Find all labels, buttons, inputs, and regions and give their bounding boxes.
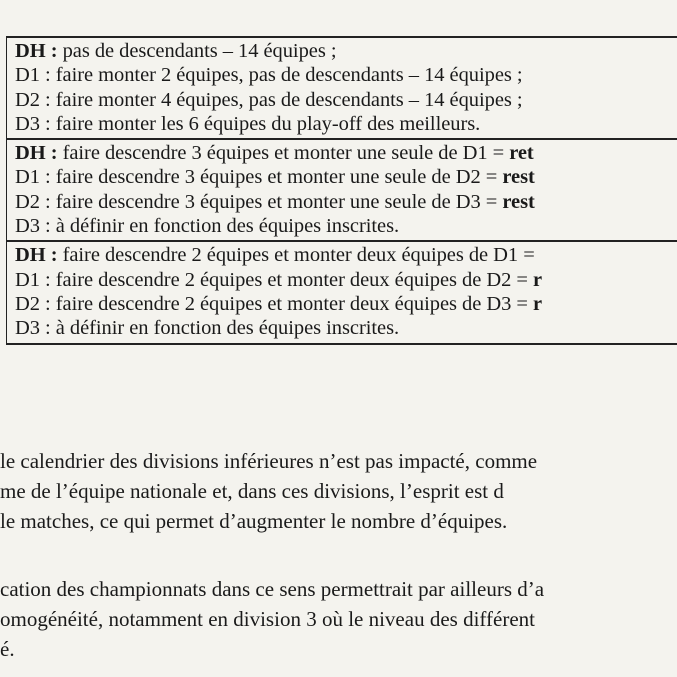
table-row [7,190,677,214]
row-text: D1 : faire descendre 3 équipes et monter une seule de D2 = [15,166,503,189]
row-text: D2 : faire descendre 3 équipes et monter une seule de D3 = [15,190,503,213]
division-rules-table [6,36,677,345]
paragraph-line: é. [0,637,15,661]
row-text: D2 : faire descendre 2 équipes et monter deux équipes de D3 = [15,292,533,315]
table-group [7,38,677,140]
table-row [7,316,677,340]
table-row [7,243,677,267]
table-row [7,165,677,189]
row-text: D2 : faire monter 4 équipes, pas de descendants – 14 équipes ; [15,88,523,111]
row-text: D3 : faire monter les 6 équipes du play-off des meilleurs. [15,112,481,135]
table-row [7,292,677,316]
row-result-fragment: rest [502,166,535,189]
paragraph-line: me de l’équipe nationale et, dans ces divisions, l’esprit est d [0,479,504,503]
paragraph-line: le calendrier des divisions inférieures n’est pas impacté, comme [0,449,538,473]
row-text: faire descendre 2 équipes et monter deux équipes de D1 = [57,244,535,267]
table-group [7,242,677,344]
paragraph-line: cation des championnats dans ce sens permettrait par ailleurs d’a [0,577,545,601]
table-row [7,39,677,63]
table-row [7,268,677,292]
row-text: D1 : faire monter 2 équipes, pas de descendants – 14 équipes ; [15,64,523,87]
row-text: D3 : à définir en fonction des équipes inscrites. [15,215,400,238]
row-text: D3 : à définir en fonction des équipes inscrites. [15,317,400,340]
row-text: faire descendre 3 équipes et monter une seule de D1 = [57,142,510,165]
row-text: pas de descendants – 14 équipes ; [57,40,337,62]
division-label: DH : [15,244,58,267]
paragraph-line: le matches, ce qui permet d’augmenter le nombre d’équipes. [0,509,508,533]
table-row [7,214,677,238]
table-group [7,140,677,242]
row-result-fragment: rest [502,190,535,213]
division-label: DH : [15,142,58,165]
paragraph-calendar [0,446,677,536]
table-row [7,63,677,87]
row-result-fragment: r [532,268,543,291]
table-row [7,141,677,165]
table-row [7,88,677,112]
row-result-fragment: r [532,292,543,315]
paragraph-homogeneity [0,574,677,664]
row-text: D1 : faire descendre 2 équipes et monter deux équipes de D2 = [15,268,533,291]
paragraph-line: omogénéité, notamment en division 3 où le niveau des différent [0,607,535,631]
division-label: DH : [15,40,58,62]
table-row [7,112,677,136]
row-result-fragment: ret [509,142,534,165]
